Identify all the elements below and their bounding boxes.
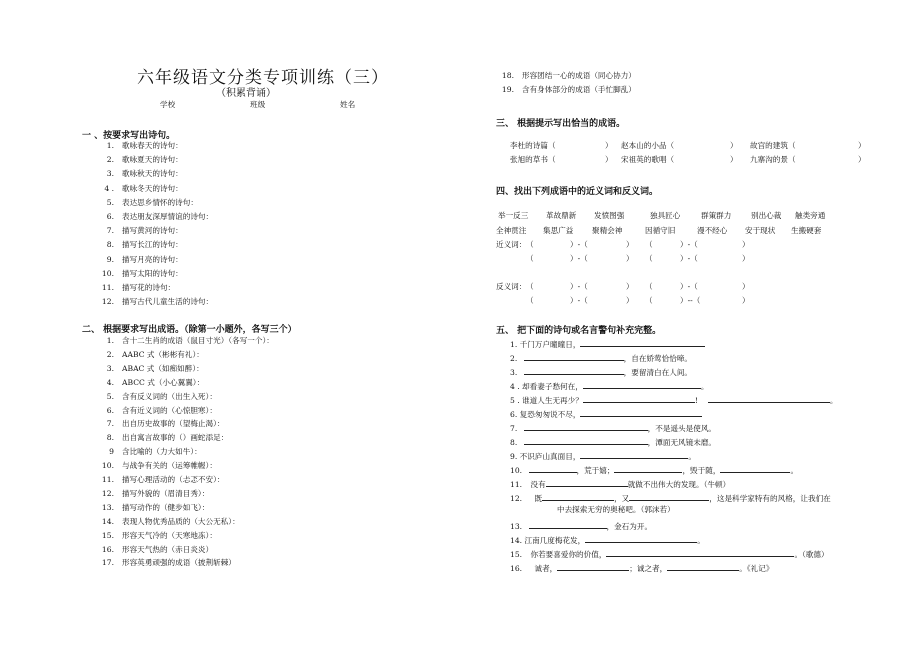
- pair-label: 反义词：: [496, 282, 527, 291]
- item-prompt: 出自历史故事的（望梅止渴）：: [122, 419, 225, 429]
- poem-line-number: 2.: [510, 354, 518, 363]
- item-prompt: 表达朋友深厚情谊的诗句：: [122, 212, 214, 221]
- section1-item: [92, 241, 183, 249]
- item-prompt: 歌咏冬天的诗句：: [122, 183, 183, 193]
- item-prompt: 形容团结一心的成语（同心协力）: [522, 71, 636, 80]
- section2-item: [92, 393, 217, 401]
- section2-item: [492, 86, 636, 94]
- answer-blank[interactable]: [606, 548, 794, 557]
- paren-close: ）: [626, 296, 634, 305]
- item-prompt: 描写长江的诗句：: [122, 240, 183, 250]
- answer-blank[interactable]: [580, 408, 702, 417]
- poem-text: ，自在娇莺恰恰啼。: [623, 354, 693, 363]
- item-prompt: 歌咏夏天的诗句：: [122, 155, 183, 165]
- poem-line-7: [510, 422, 716, 433]
- item-prompt: 描写月亮的诗句：: [122, 254, 183, 264]
- paren-sep: ）-（: [570, 240, 588, 249]
- item-number: 17.: [101, 558, 114, 568]
- section2-item: [92, 365, 204, 373]
- poem-line-number: 4 .: [510, 382, 520, 391]
- hint-close: ）: [858, 141, 866, 150]
- poem-text: ，要留清白在人间。: [623, 368, 693, 377]
- section2-item: [92, 490, 209, 498]
- poem-text: 既: [534, 494, 543, 503]
- paren-sep: ）-（: [570, 296, 588, 305]
- item-prompt: ABAC 式（如痴如醉）：: [122, 363, 204, 373]
- poem-line-number: 15.: [510, 550, 523, 559]
- item-number: 1.: [106, 336, 114, 345]
- section1-item: [92, 256, 183, 264]
- idiom-word: 安于现状: [745, 226, 776, 235]
- answer-blank[interactable]: [708, 394, 830, 403]
- answer-blank[interactable]: [524, 436, 648, 445]
- poem-text: 却看妻子愁何在，: [522, 382, 583, 391]
- answer-blank[interactable]: [583, 394, 695, 403]
- poem-text: 中去探索无穷的奥秘吧。（郭沫若）: [557, 505, 675, 514]
- item-prompt: AABC 式（彬彬有礼）：: [122, 349, 204, 359]
- hint-prompt: 李杜的诗篇（: [510, 141, 556, 150]
- poem-text: 江南几度梅花发，: [524, 536, 586, 545]
- answer-blank[interactable]: [546, 478, 628, 487]
- poem-line-6: [510, 408, 702, 419]
- poem-line-9: [510, 450, 696, 461]
- item-number: 11.: [101, 475, 114, 484]
- item-prompt: ABCC 式（小心翼翼）：: [122, 377, 205, 387]
- item-number: 2.: [106, 349, 114, 359]
- item-number: 6.: [106, 405, 114, 415]
- answer-blank[interactable]: [557, 562, 629, 571]
- answer-blank[interactable]: [585, 534, 697, 543]
- section2-item: [92, 420, 225, 428]
- poem-line-number: 8.: [510, 438, 518, 447]
- class-label: 班级: [250, 100, 266, 109]
- answer-blank[interactable]: [542, 492, 614, 501]
- idiom-word: 别出心裁: [751, 211, 782, 220]
- answer-blank[interactable]: [629, 492, 709, 501]
- item-prompt: 含比喻的（力大如牛）：: [122, 447, 202, 457]
- poem-line-16: [510, 562, 773, 573]
- section1-item: [92, 156, 183, 164]
- poem-text: ，不是遥头是使风。: [647, 424, 717, 433]
- poem-text: 。: [829, 396, 838, 405]
- item-number: 5.: [106, 197, 114, 207]
- poem-text: 。: [790, 466, 799, 475]
- poem-line-number: 11.: [510, 480, 523, 489]
- paren-sep: ）-（: [680, 282, 698, 291]
- section2-item: [92, 504, 209, 512]
- item-prompt: 歌咏春天的诗句：: [122, 141, 183, 150]
- poem-line-10: [510, 464, 798, 475]
- poem-text: 没有: [530, 480, 546, 489]
- poem-line-12-cont: [557, 506, 675, 514]
- item-prompt: 含十二生肖的成语（鼠目寸光）（各写一个）：: [122, 336, 274, 345]
- poem-line-1: [510, 338, 705, 349]
- poem-text: 你若要喜爱你的价值，: [530, 550, 607, 559]
- poem-line-number: 12.: [510, 494, 523, 503]
- poem-text: 。《礼记》: [739, 564, 774, 573]
- item-prompt: 描写黄河的诗句：: [122, 226, 183, 236]
- item-prompt: 描写外貌的（眉清目秀）：: [122, 488, 210, 498]
- item-prompt: 与战争有关的（运筹帷幄）：: [122, 461, 217, 471]
- section2-item: [92, 532, 217, 540]
- item-prompt: 含有近义词的（心惊胆寒）：: [122, 405, 217, 415]
- answer-blank[interactable]: [524, 366, 624, 375]
- item-number: 13.: [101, 502, 114, 512]
- item-number: 9: [109, 447, 114, 457]
- item-number: 7.: [106, 419, 114, 429]
- hint-close: ）: [858, 155, 866, 164]
- poem-text: 。（歌德）: [794, 550, 829, 559]
- section2-heading: 二、 根据要求写出成语。（除第一小题外，各写三个）: [82, 325, 297, 335]
- item-number: 16.: [101, 544, 114, 554]
- paren-close: ）: [742, 282, 750, 291]
- poem-text: !: [694, 396, 698, 405]
- answer-blank[interactable]: [667, 562, 739, 571]
- item-prompt: 描写古代儿童生活的诗句：: [122, 297, 214, 307]
- answer-blank[interactable]: [529, 464, 577, 473]
- item-number: 3.: [106, 169, 114, 179]
- item-prompt: 含有身体部分的成语（手忙脚乱）: [522, 85, 636, 94]
- answer-blank[interactable]: [580, 450, 688, 459]
- hint-close: ）: [605, 141, 613, 150]
- poem-text: 就做不出伟大的发现。（牛顿）: [627, 480, 731, 489]
- item-prompt: 形容英勇顽强的成语（披荆斩棘）: [122, 558, 236, 568]
- item-prompt: 含有反义词的（出生入死）：: [122, 391, 217, 401]
- poem-line-11: [510, 478, 730, 489]
- answer-blank[interactable]: [720, 464, 790, 473]
- section4-heading: 四、找出下列成语中的近义词和反义词。: [496, 187, 659, 197]
- idiom-word: 聚精会神: [592, 226, 623, 235]
- poem-text: 复恐匆匆说不尽，: [519, 410, 581, 419]
- idiom-word: 集思广益: [543, 226, 574, 235]
- poem-text: 。: [700, 382, 709, 391]
- poem-text: 。: [688, 452, 697, 461]
- item-number: 18.: [501, 71, 514, 80]
- hint-close: ）: [605, 155, 613, 164]
- hint-prompt: 宋祖英的歌唱（: [621, 155, 675, 164]
- item-prompt: 歌咏秋天的诗句：: [122, 169, 183, 179]
- section1-item: [92, 270, 183, 278]
- poem-text: 诚者，: [534, 564, 558, 573]
- item-number: 14.: [101, 516, 114, 526]
- paren-open: （: [645, 254, 653, 263]
- answer-blank[interactable]: [580, 338, 705, 347]
- answer-blank[interactable]: [614, 464, 682, 473]
- section2-item: [92, 518, 240, 526]
- paren-close: ）: [742, 254, 750, 263]
- section1-item: [92, 213, 213, 221]
- page-title: 六年级语文分类专项训练（三）: [137, 68, 389, 88]
- item-number: 8.: [106, 240, 114, 250]
- item-number: 12.: [101, 297, 114, 307]
- item-prompt: 形容天气热的（赤日炎炎）: [122, 544, 214, 554]
- paren-sep: ）--（: [680, 296, 701, 305]
- answer-blank[interactable]: [524, 352, 624, 361]
- poem-text: 。: [697, 536, 705, 545]
- section2-item: [92, 434, 228, 442]
- poem-text: ；诚之者，: [629, 564, 668, 573]
- item-number: 3.: [106, 363, 114, 373]
- section1-item: [92, 185, 183, 193]
- item-number: 5.: [106, 391, 114, 401]
- poem-line-15: [510, 548, 829, 559]
- hint-close: ）: [730, 141, 738, 150]
- item-number: 4.: [106, 377, 114, 387]
- paren-open: （: [526, 296, 534, 305]
- paren-close: ）: [626, 282, 634, 291]
- idiom-word: 发愤图强: [594, 211, 625, 220]
- section2-item: [92, 546, 213, 554]
- answer-blank[interactable]: [524, 422, 648, 431]
- poem-text: ，荒于嬉；: [576, 466, 615, 475]
- poem-text: ，这是科学家特有的风格，让我们在: [709, 494, 831, 503]
- paren-close: ）: [742, 240, 750, 249]
- item-prompt: 表现人物优秀品质的（大公无私）：: [122, 516, 240, 526]
- poem-text: ，金石为开。: [606, 522, 653, 531]
- paren-open: （: [645, 282, 653, 291]
- hint-prompt: 张旭的草书（: [510, 155, 556, 164]
- section1-item: [92, 284, 175, 292]
- poem-line-14: [510, 534, 705, 545]
- idiom-word: 生搬硬套: [791, 226, 822, 235]
- item-prompt: 描写花的诗句：: [122, 283, 176, 292]
- answer-blank[interactable]: [529, 520, 607, 529]
- name-label: 姓名: [340, 100, 356, 109]
- section2-item: [92, 462, 217, 470]
- pair-label: 近义词：: [496, 240, 527, 249]
- item-number: 2.: [106, 155, 114, 165]
- section1-item: [92, 170, 183, 178]
- school-label: 学校: [160, 100, 176, 109]
- poem-line-number: 14.: [510, 536, 523, 545]
- poem-text: 千门万户曈曈日，: [519, 340, 581, 349]
- idiom-word: 独具匠心: [650, 211, 681, 220]
- hint-prompt: 九寨沟的景（: [750, 155, 796, 164]
- item-prompt: 出自寓言故事的（）画蛇添足：: [122, 433, 229, 443]
- poem-line-number: 6.: [510, 410, 518, 419]
- section2-item: [92, 407, 217, 415]
- poem-line-number: 7.: [510, 424, 518, 433]
- poem-line-12: [510, 492, 831, 503]
- item-number: 7.: [106, 226, 114, 236]
- item-number: 4 .: [104, 183, 114, 193]
- poem-line-5: [510, 394, 838, 405]
- section1-item: [92, 142, 183, 150]
- paren-sep: ）-（: [570, 282, 588, 291]
- poem-line-13: [510, 520, 652, 531]
- idiom-word: 漫不经心: [697, 226, 728, 235]
- poem-line-number: 1.: [510, 340, 518, 349]
- poem-line-number: 10.: [510, 466, 523, 475]
- idiom-word: 革故鼎新: [546, 211, 577, 220]
- section2-item: [92, 337, 274, 345]
- hint-prompt: 故宫的建筑（: [750, 141, 796, 150]
- idiom-word: 群策群力: [701, 211, 732, 220]
- poem-text: 不识庐山真面目，: [519, 452, 581, 461]
- item-number: 10.: [101, 268, 114, 278]
- section5-heading: 五、 把下面的诗句或名言警句补充完整。: [496, 326, 662, 336]
- section2-item: [92, 559, 236, 567]
- idiom-word: 触类旁通: [795, 211, 826, 220]
- section2-item: [492, 72, 636, 80]
- paren-sep: ）-（: [680, 240, 698, 249]
- hint-prompt: 赵本山的小品（: [621, 141, 675, 150]
- poem-line-number: 3.: [510, 368, 518, 377]
- idiom-word: 因循守旧: [645, 226, 676, 235]
- item-number: 1.: [106, 141, 114, 150]
- section1-item: [92, 199, 198, 207]
- item-prompt: 描写动作的（健步如飞）：: [122, 502, 210, 512]
- item-prompt: 表达思乡情怀的诗句：: [122, 197, 198, 207]
- page-subtitle: （积累背诵）: [216, 88, 276, 99]
- paren-open: （: [526, 254, 534, 263]
- item-number: 10.: [101, 461, 114, 471]
- paren-open: （: [526, 240, 534, 249]
- paren-close: ）: [626, 240, 634, 249]
- poem-line-8: [510, 436, 716, 447]
- poem-text: 谁道人生无再少？: [522, 396, 583, 405]
- item-number: 9.: [106, 254, 114, 264]
- section3-heading: 三、 根据提示写出恰当的成语。: [496, 119, 626, 129]
- poem-line-number: 9.: [510, 452, 518, 461]
- paren-sep: ）-（: [570, 254, 588, 263]
- item-number: 15.: [101, 530, 114, 540]
- item-number: 12.: [101, 488, 114, 498]
- item-number: 11.: [101, 283, 114, 292]
- poem-line-4: [510, 380, 708, 391]
- paren-open: （: [645, 296, 653, 305]
- item-prompt: 描写太阳的诗句：: [122, 268, 183, 278]
- idiom-word: 举一反三: [498, 211, 529, 220]
- poem-line-number: 13.: [510, 522, 523, 531]
- section1-heading: 一 、按要求写出诗句。: [82, 131, 176, 141]
- paren-close: ）: [626, 254, 634, 263]
- paren-open: （: [645, 240, 653, 249]
- poem-line-number: 5 .: [510, 396, 520, 405]
- section1-item: [92, 227, 183, 235]
- paren-sep: ）-（: [680, 254, 698, 263]
- paren-open: （: [526, 282, 534, 291]
- section2-item: [92, 448, 202, 456]
- section2-item: [92, 351, 204, 359]
- answer-blank[interactable]: [583, 380, 701, 389]
- item-number: 8.: [106, 433, 114, 443]
- section2-item: [92, 476, 225, 484]
- poem-text: ，毁于随，: [682, 466, 721, 475]
- section1-item: [92, 298, 213, 306]
- item-prompt: 形容天气冷的（天寒地冻）：: [122, 530, 217, 540]
- idiom-word: 全神贯注: [496, 226, 527, 235]
- poem-text: ，潭面无风镜未磨。: [647, 438, 717, 447]
- item-prompt: 描写心理活动的（忐忑不安）：: [122, 475, 225, 484]
- hint-close: ）: [730, 155, 738, 164]
- poem-text: ，又: [614, 494, 630, 503]
- section2-item: [92, 379, 204, 387]
- poem-line-number: 16.: [510, 564, 523, 573]
- item-number: 19.: [501, 85, 514, 94]
- paren-close: ）: [742, 296, 750, 305]
- item-number: 6.: [106, 212, 114, 221]
- poem-line-2: [510, 352, 692, 363]
- poem-line-3: [510, 366, 692, 377]
